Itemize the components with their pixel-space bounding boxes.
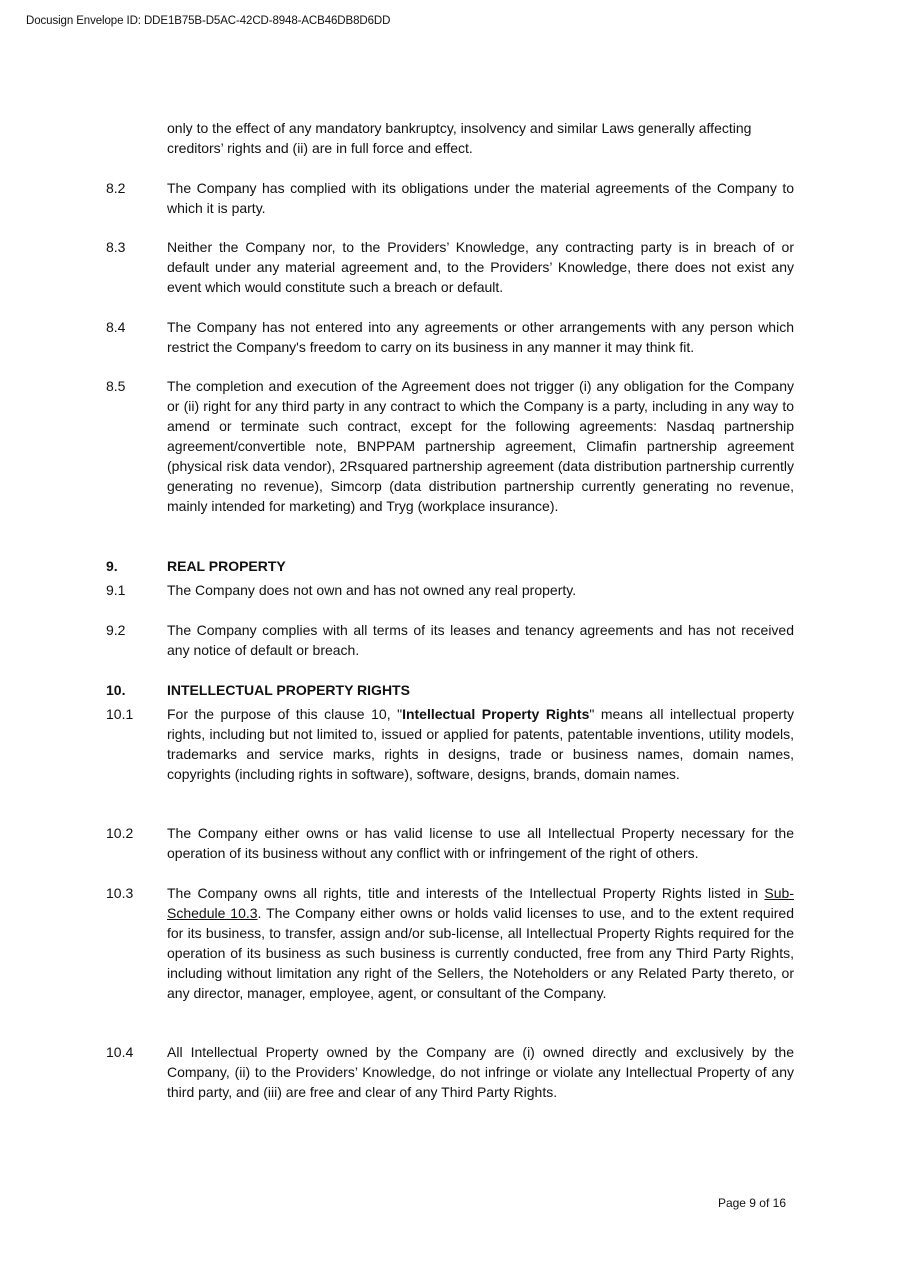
clause-number: 9.2 [106, 622, 126, 638]
clause-10-3 [106, 883, 794, 1003]
clause-number: 8.2 [106, 180, 126, 196]
clause-8-4 [106, 317, 794, 357]
clause-text: The Company does not own and has not owned any real property. [167, 582, 577, 598]
clause-text-post: . The Company either owns or holds valid licenses to use, and to the extent required for its business, to transfer, assign and/or sub-license, all Intellectual Property Rights required for the operation of its business as such business is currently conducted, free from any Third Party Rights, including without limitation any right of the Sellers, the Noteholders or any Related Party thereto, or any director, manager, employee, agent, or consultant of the Company. [167, 905, 794, 1001]
clause-8-3 [106, 237, 794, 297]
schedule-reference: Sub-Schedule 10.3 [167, 885, 794, 921]
clause-10-2 [106, 823, 794, 863]
clause-8-5 [106, 376, 794, 516]
section-title: REAL PROPERTY [167, 558, 286, 574]
defined-term: Intellectual Property Rights [402, 706, 590, 722]
clause-number: 8.3 [106, 239, 126, 255]
clause-text: The Company has not entered into any agreements or other arrangements with any person which restrict the Company's freedom to carry on its business in any manner it may think fit. [167, 319, 794, 355]
clause-number: 10.2 [106, 825, 134, 841]
clause-10-1 [106, 704, 794, 784]
page-number: Page 9 of 16 [717, 1196, 786, 1210]
clause-text: The Company has complied with its obligations under the material agreements of the Company to which it is party. [167, 180, 794, 216]
clause-9-1 [106, 580, 794, 600]
continuation-text: only to the effect of any mandatory bankruptcy, insolvency and similar Laws generally affecting creditors’ rights and (ii) are in full force and effect. [167, 120, 752, 156]
section-number: 9. [106, 558, 118, 574]
clause-number: 10.4 [106, 1044, 134, 1060]
clause-text-post: " means all intellectual property rights, including but not limited to, issued or applied for patents, patentable inventions, utility models, trademarks and service marks, rights in designs, trade or business names, domain names, copyrights (including rights in software), software, designs, brands, domain names. [167, 706, 794, 782]
clause-number: 8.4 [106, 319, 126, 335]
clause-number: 9.1 [106, 582, 126, 598]
clause-8-2 [106, 178, 794, 218]
clause-text [167, 704, 794, 784]
clause-text: Neither the Company nor, to the Providers’ Knowledge, any contracting party is in breach of or default under any material agreement and, to the Providers’ Knowledge, there does not exist any event which would constitute such a breach or default. [167, 239, 794, 295]
clause-text [167, 883, 794, 1003]
section-number: 10. [106, 682, 126, 698]
clause-number: 10.3 [106, 885, 134, 901]
envelope-id: Docusign Envelope ID: DDE1B75B-D5AC-42CD-8948-ACB46DB8D6DD [26, 15, 391, 27]
clause-text: All Intellectual Property owned by the Company are (i) owned directly and exclusively by the Company, (ii) to the Providers’ Knowledge, do not infringe or violate any Intellectual Property of any third party, and (iii) are free and clear of any Third Party Rights. [167, 1044, 794, 1100]
clause-number: 10.1 [106, 706, 134, 722]
clause-text-pre: For the purpose of this clause 10, " [167, 706, 403, 722]
section-title: INTELLECTUAL PROPERTY RIGHTS [167, 682, 410, 698]
clause-text: The completion and execution of the Agreement does not trigger (i) any obligation for the Company or (ii) right for any third party in any contract to which the Company is a party, including in any way to amend or terminate such contract, except for the following agreements: Nasdaq partnership agreement/convertible note, BNPPAM partnership agreement, Climafin partnership agreement (physical risk data vendor), 2Rsquared partnership agreement (data distribution partnership currently generating no revenue), Simcorp (data distribution partnership currently generating no revenue, mainly intended for marketing) and Tryg (workplace insurance). [167, 378, 794, 514]
clause-text: The Company complies with all terms of its leases and tenancy agreements and has not received any notice of default or breach. [167, 622, 794, 658]
clause-text-pre: The Company owns all rights, title and interests of the Intellectual Property Rights listed in [167, 885, 765, 901]
clause-9-2 [106, 620, 794, 660]
clause-number: 8.5 [106, 378, 126, 394]
clause-10-4 [106, 1042, 794, 1102]
clause-text: The Company either owns or has valid license to use all Intellectual Property necessary for the operation of its business without any conflict with or infringement of the right of others. [167, 825, 794, 861]
